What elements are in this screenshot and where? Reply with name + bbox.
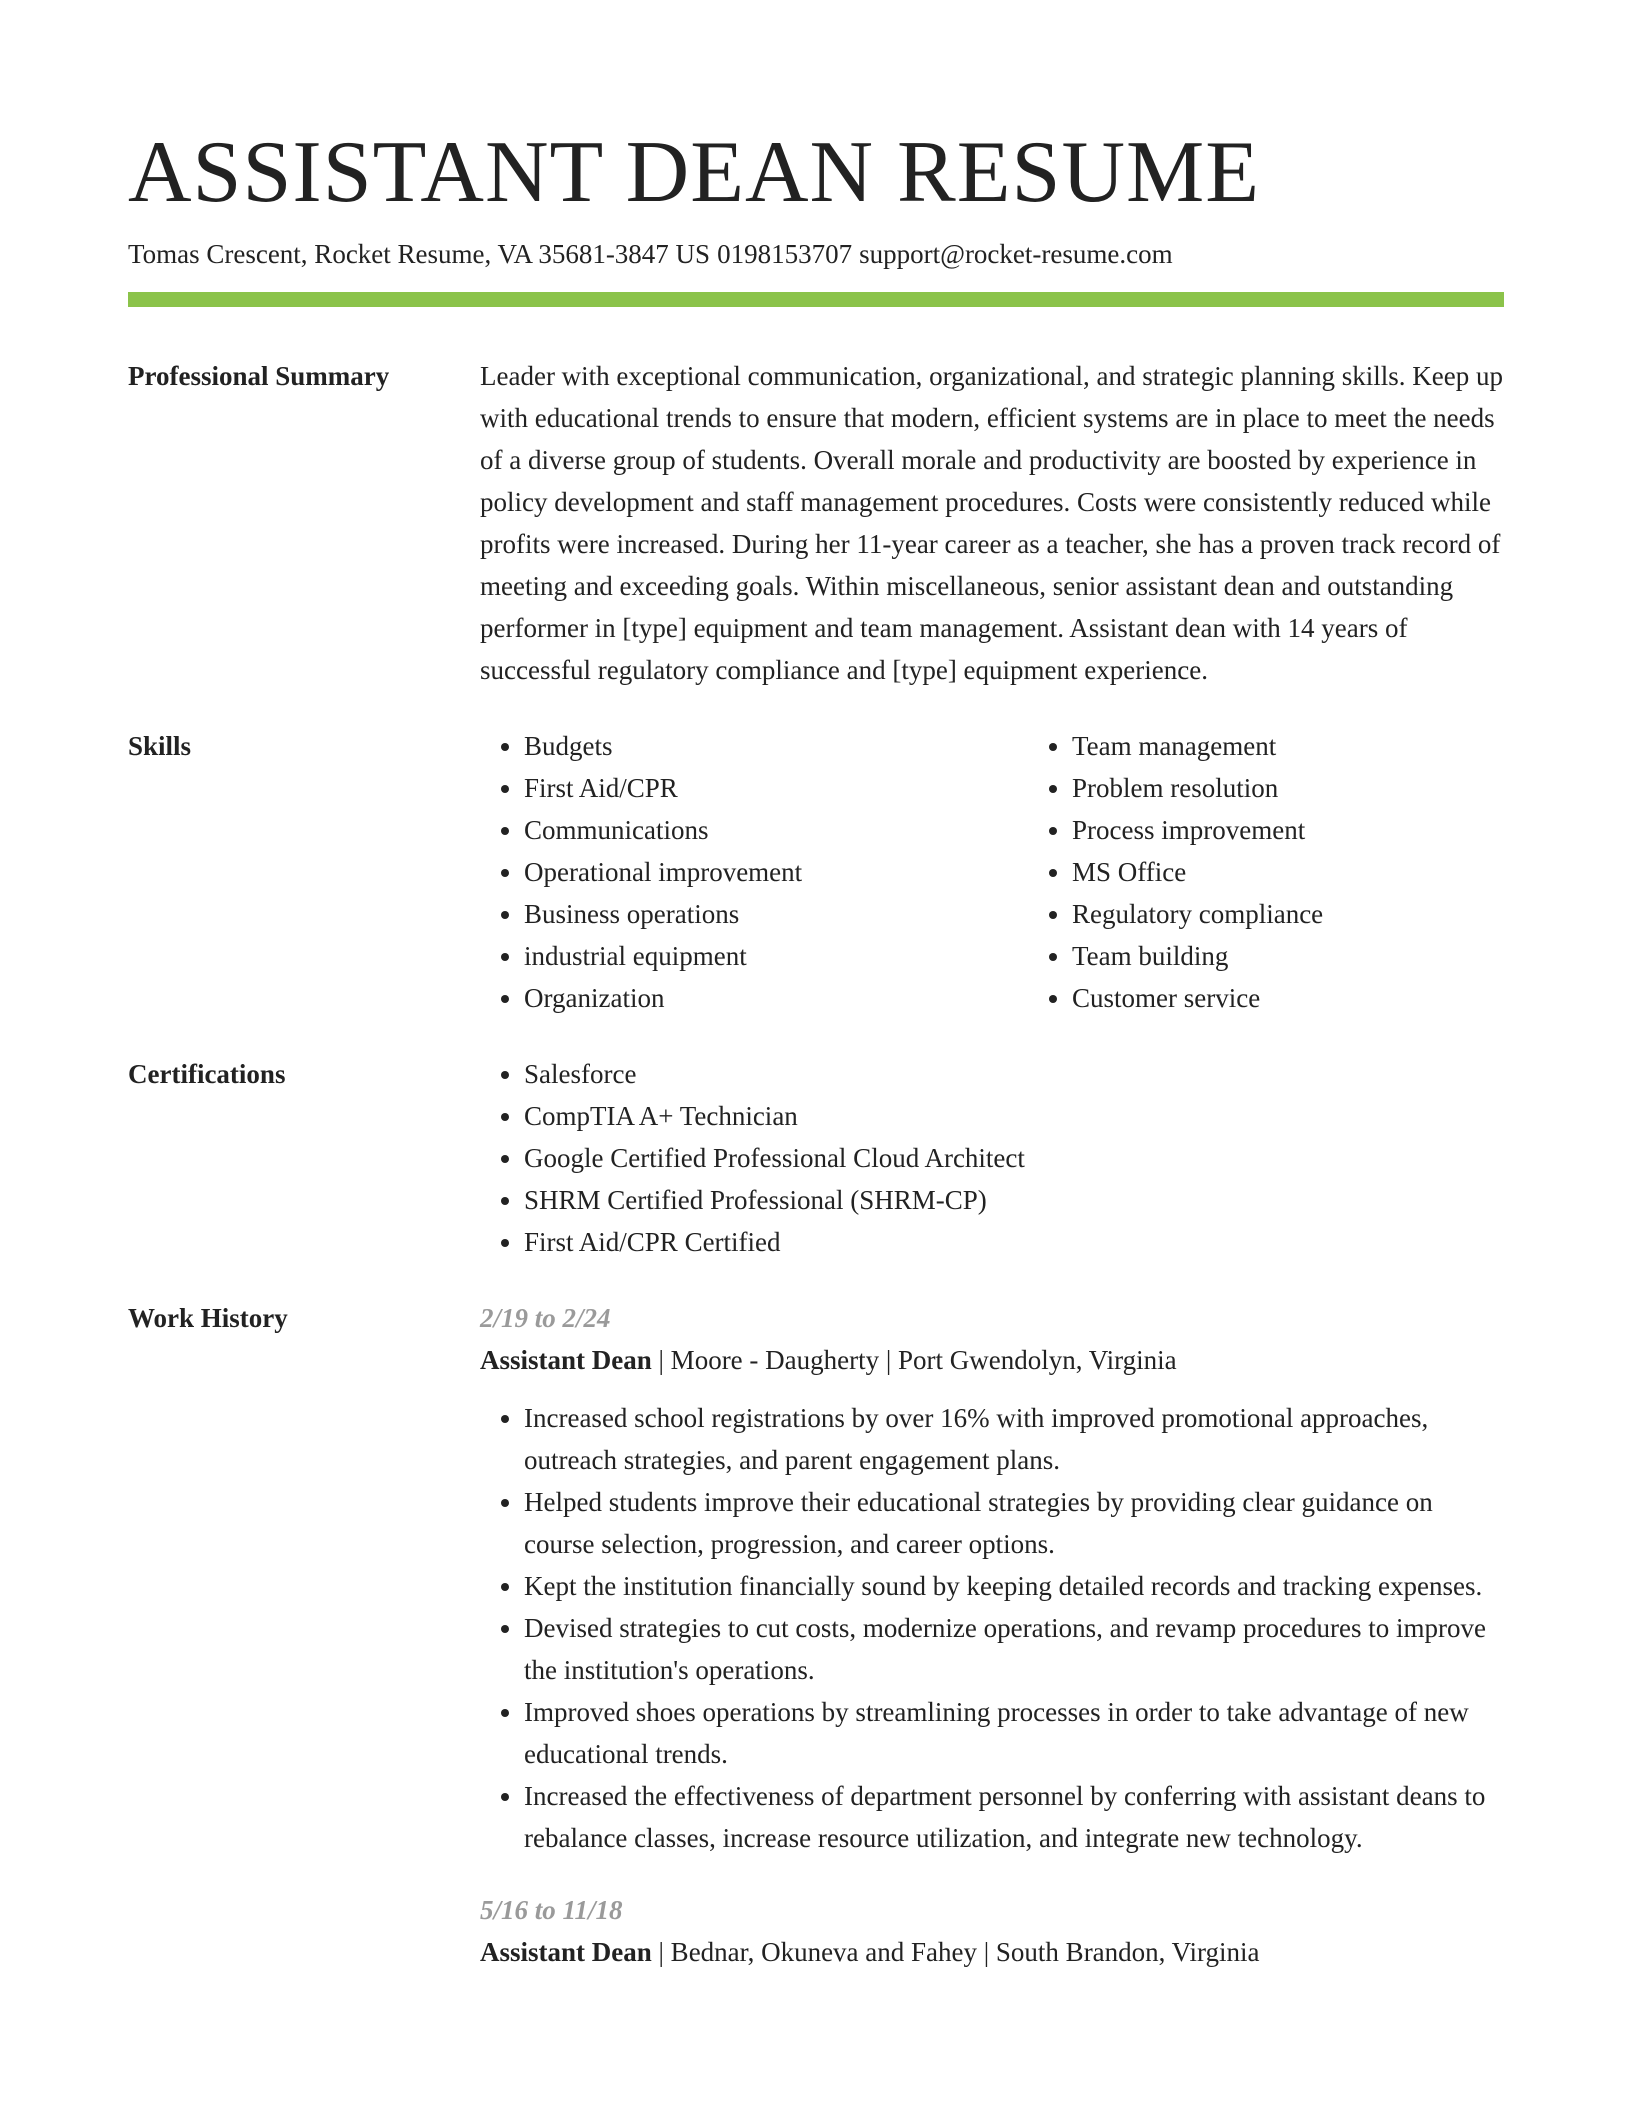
job-bullet: • Increased the effectiveness of department personnel by conferring with assistant deans to rebalance classes, increase resource utilization, and integrate new technology. bbox=[524, 1775, 1504, 1859]
skill-item: • MS Office bbox=[1072, 851, 1576, 893]
skill-item: • First Aid/CPR bbox=[524, 767, 1028, 809]
contact-address: Tomas Crescent, Rocket Resume, VA 35681-3847 US bbox=[128, 239, 711, 269]
certifications-list bbox=[480, 1053, 1504, 1263]
job-bullet: • Increased school registrations by over 16% with improved promotional approaches, outreach strategies, and parent engagement plans. bbox=[524, 1397, 1504, 1481]
job-dates: 5/16 to 11/18 bbox=[480, 1895, 623, 1925]
job-bullet: • Kept the institution financially sound by keeping detailed records and tracking expenses. bbox=[524, 1565, 1504, 1607]
skills-list-right bbox=[1028, 725, 1576, 1019]
certification-item: • Salesforce bbox=[524, 1053, 1504, 1095]
skill-item: • Process improvement bbox=[1072, 809, 1576, 851]
contact-line bbox=[128, 236, 1504, 272]
summary-text: Leader with exceptional communication, organizational, and strategic planning skills. Keep up with educational trends to ensure that modern, efficient systems are in place to meet the needs of a diverse group of students. Overall morale and productivity are boosted by experience in policy development and staff management procedures. Costs were consistently reduced while profits were increased. During her 11-year career as a teacher, she has a proven track record of meeting and exceeding goals. Within miscellaneous, senior assistant dean and outstanding performer in [type] equipment and team management. Assistant dean with 14 years of successful regulatory compliance and [type] equipment experience. bbox=[480, 361, 1503, 685]
job-bullet: • Devised strategies to cut costs, modernize operations, and revamp procedures to improve the institution's operations. bbox=[524, 1607, 1504, 1691]
skill-item: • Business operations bbox=[524, 893, 1028, 935]
skill-item: • Budgets bbox=[524, 725, 1028, 767]
skill-item: • Customer service bbox=[1072, 977, 1576, 1019]
skills-list-left bbox=[480, 725, 1028, 1019]
certifications-heading: Certifications bbox=[128, 1059, 286, 1089]
skill-item: • Team management bbox=[1072, 725, 1576, 767]
skill-item: • Team building bbox=[1072, 935, 1576, 977]
work-history-section bbox=[128, 1297, 1504, 2003]
contact-email: support@rocket-resume.com bbox=[859, 239, 1173, 269]
job-entry bbox=[480, 1889, 1504, 1973]
skill-item: • Problem resolution bbox=[1072, 767, 1576, 809]
job-details: | Bednar, Okuneva and Fahey | South Brandon, Virginia bbox=[651, 1937, 1260, 1967]
certification-item: • CompTIA A+ Technician bbox=[524, 1095, 1504, 1137]
skill-item: • Operational improvement bbox=[524, 851, 1028, 893]
resume-page bbox=[128, 118, 1504, 2003]
job-bullets bbox=[480, 1397, 1504, 1859]
contact-phone: 0198153707 bbox=[717, 239, 853, 269]
job-bullet: • Helped students improve their educational strategies by providing clear guidance on course selection, progression, and career options. bbox=[524, 1481, 1504, 1565]
job-details: | Moore - Daugherty | Port Gwendolyn, Virginia bbox=[651, 1345, 1177, 1375]
job-title-line bbox=[480, 1339, 1504, 1381]
accent-divider bbox=[128, 292, 1504, 307]
job-title-line bbox=[480, 1931, 1504, 1973]
certification-item: • SHRM Certified Professional (SHRM-CP) bbox=[524, 1179, 1504, 1221]
skill-item: • industrial equipment bbox=[524, 935, 1028, 977]
job-title: Assistant Dean bbox=[480, 1937, 652, 1967]
certification-item: • Google Certified Professional Cloud Architect bbox=[524, 1137, 1504, 1179]
job-title: Assistant Dean bbox=[480, 1345, 652, 1375]
job-dates: 2/19 to 2/24 bbox=[480, 1303, 611, 1333]
job-bullet: • Improved shoes operations by streamlining processes in order to take advantage of new educational trends. bbox=[524, 1691, 1504, 1775]
skill-item: • Regulatory compliance bbox=[1072, 893, 1576, 935]
summary-section bbox=[128, 355, 1504, 691]
certifications-section bbox=[128, 1053, 1504, 1263]
resume-title: ASSISTANT DEAN RESUME bbox=[128, 124, 1260, 221]
certification-item: • First Aid/CPR Certified bbox=[524, 1221, 1504, 1263]
skill-item: • Communications bbox=[524, 809, 1028, 851]
skill-item: • Organization bbox=[524, 977, 1028, 1019]
skills-section bbox=[128, 725, 1504, 1019]
summary-heading: Professional Summary bbox=[128, 361, 390, 391]
skills-heading: Skills bbox=[128, 731, 192, 761]
work-history-heading: Work History bbox=[128, 1303, 288, 1333]
job-entry bbox=[480, 1297, 1504, 1859]
